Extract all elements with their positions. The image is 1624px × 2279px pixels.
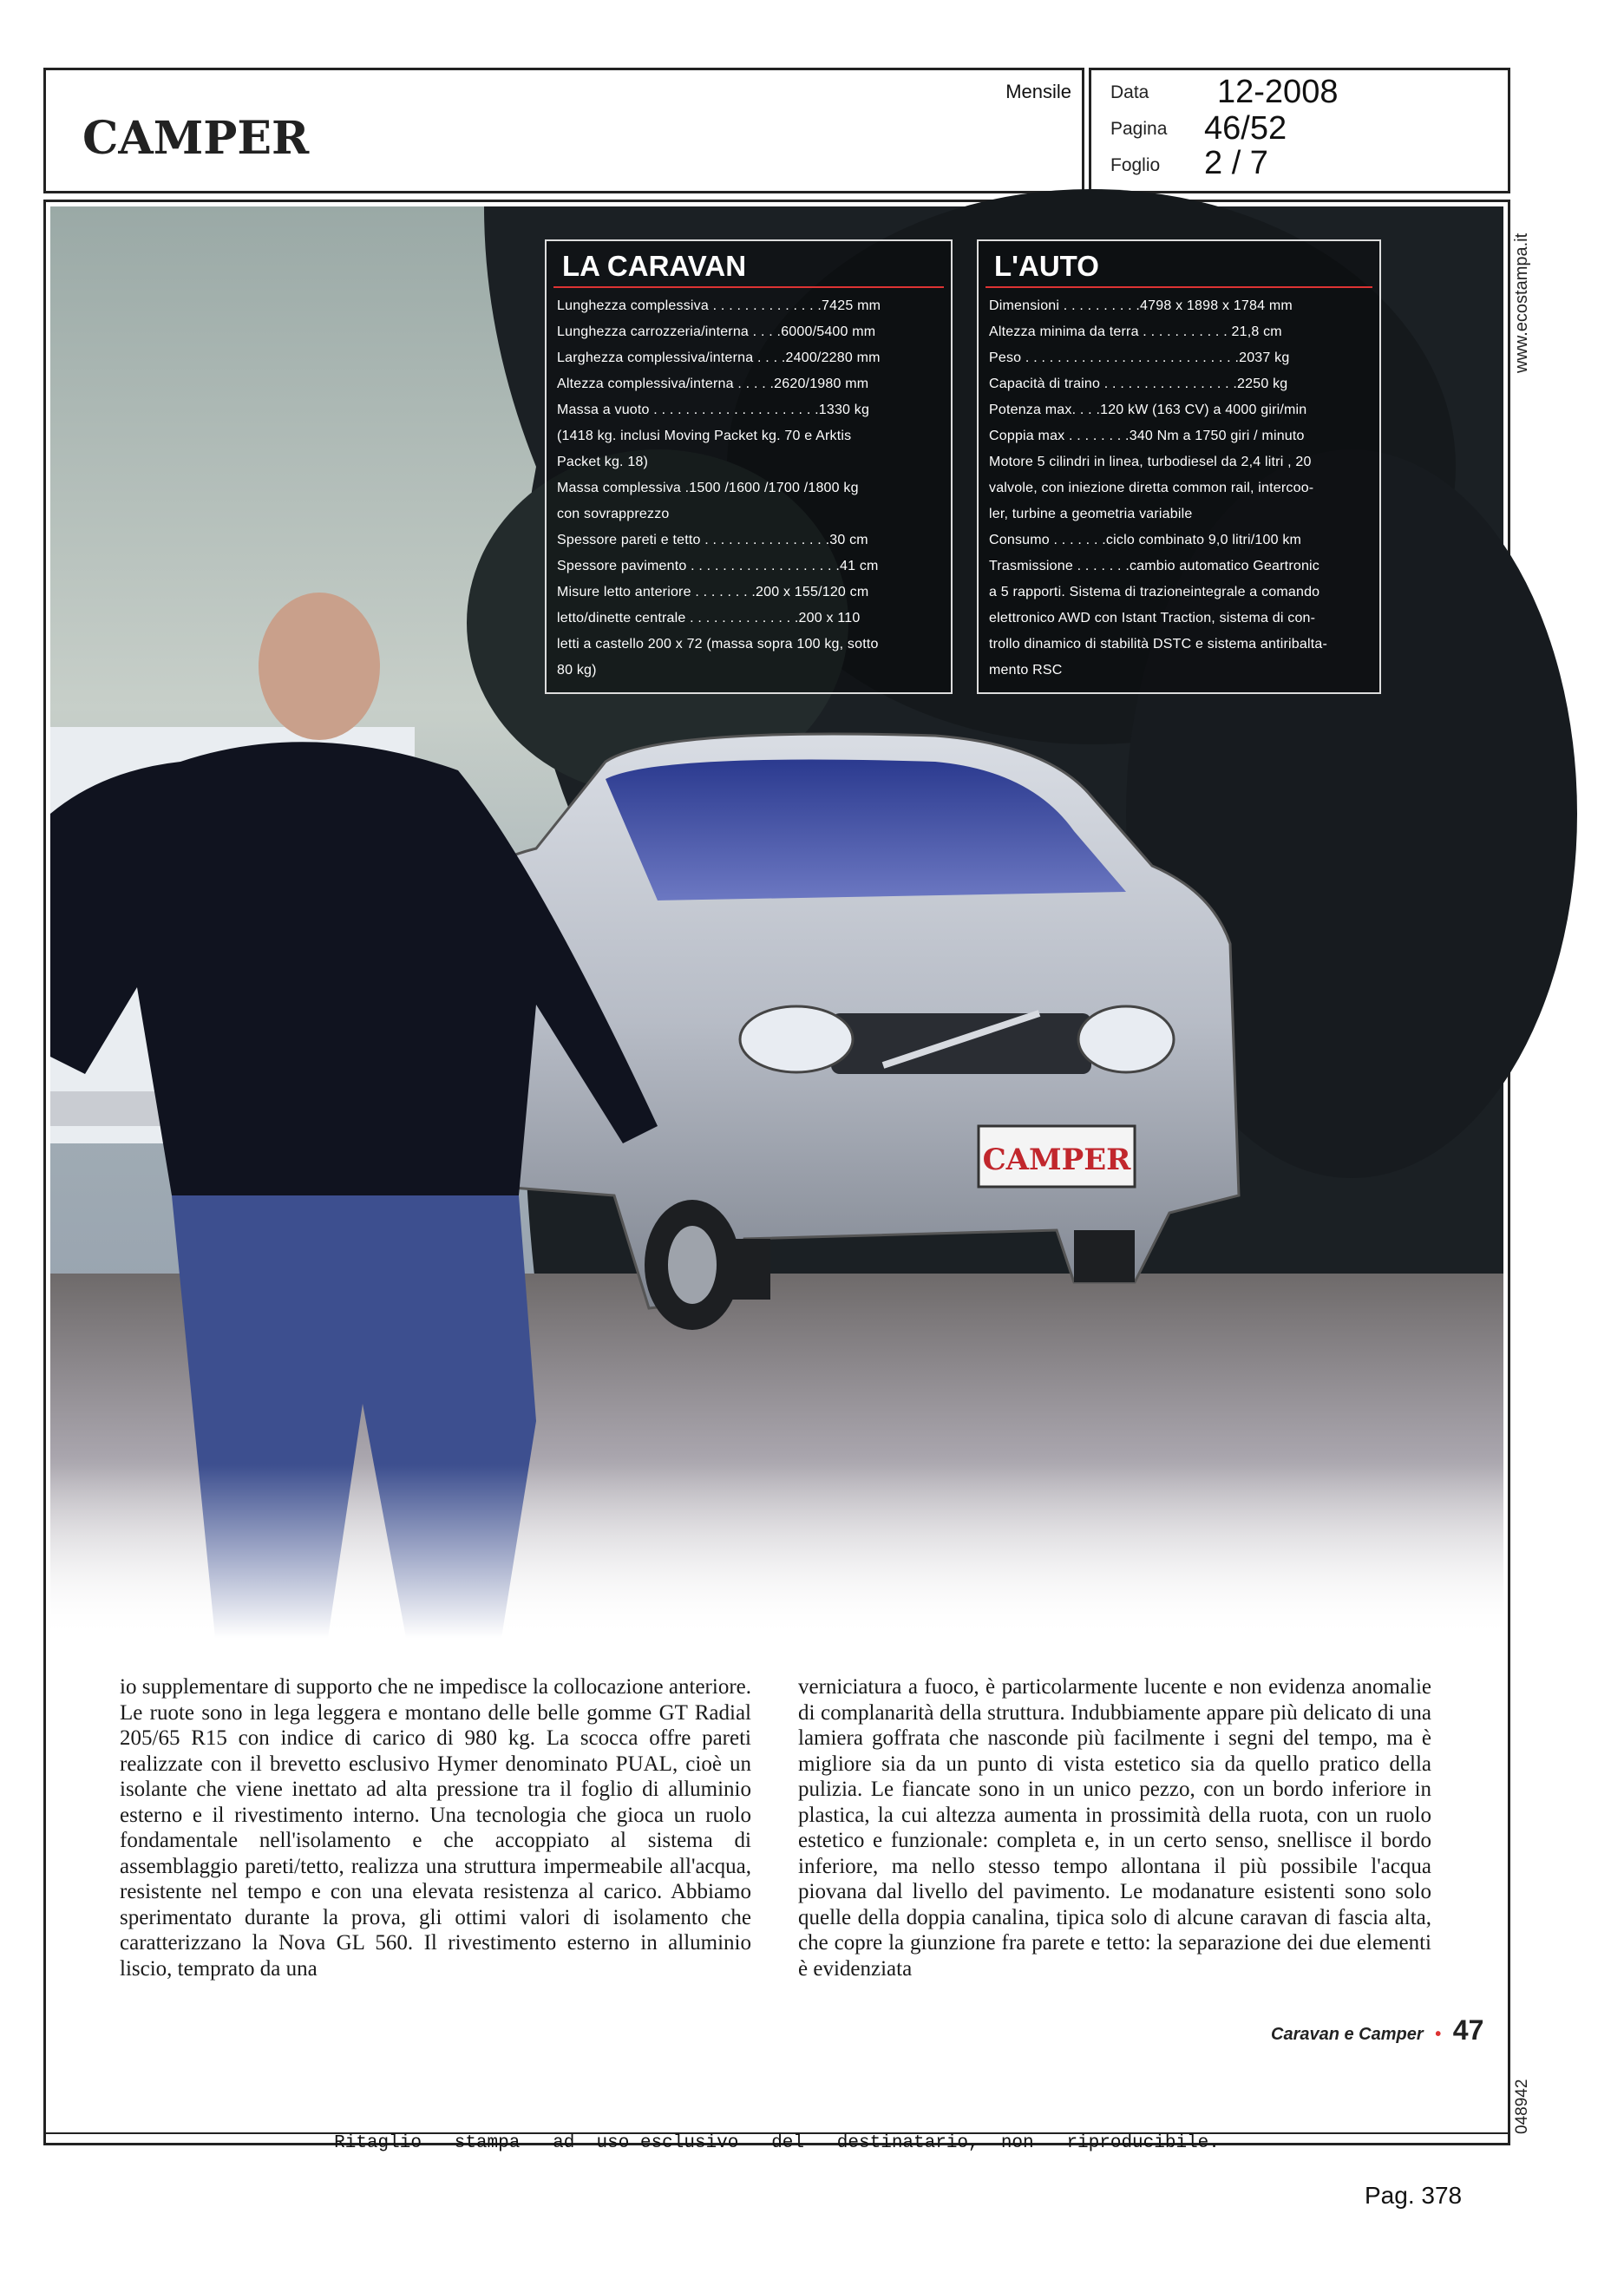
auto-spec-line: Coppia max . . . . . . . .340 Nm a 1750 giri / minuto [989,429,1305,443]
caravan-spec-line: Altezza complessiva/interna . . . . .2620/1980 mm [557,377,869,391]
auto-spec-line: a 5 rapporti. Sistema di trazioneintegrale a comando [989,585,1320,599]
magazine-page-footer [1271,2014,1483,2047]
caravan-spec-line: Larghezza complessiva/interna . . . .2400/2280 mm [557,350,881,365]
frequency-label: Mensile [1005,81,1071,102]
auto-spec-line: mento RSC [989,663,1063,678]
header-left-box [43,68,1084,193]
caravan-spec-line: Massa a vuoto . . . . . . . . . . . . . . . . . . . . .1330 kg [557,403,870,417]
bullet-icon: • [1435,2025,1442,2044]
magazine-page-number: 47 [1452,2014,1484,2046]
logo-text: CAMPER [82,112,310,165]
auto-spec-line: Dimensioni . . . . . . . . . .4798 x 1898 x 1784 mm [989,298,1293,313]
caravan-spec-line: Lunghezza carrozzeria/interna . . . .6000/5400 mm [557,324,876,339]
data-value: 12-2008 [1217,74,1339,110]
caravan-spec-line: con sovrapprezzo [557,507,670,521]
caravan-spec-line: letti a castello 200 x 72 (massa sopra 100 kg, sotto [557,637,879,652]
caravan-spec-title: LA CARAVAN [553,241,944,288]
data-label: Data [1110,82,1149,102]
auto-spec-line: Altezza minima da terra . . . . . . . . . . . 21,8 cm [989,324,1282,339]
pagina-label: Pagina [1110,119,1168,139]
caravan-spec-line: Spessore pavimento . . . . . . . . . . . . . . . . . . .41 cm [557,559,879,573]
auto-spec-line: Potenza max. . . .120 kW (163 CV) a 4000 giri/min [989,403,1307,417]
article-column-2: verniciatura a fuoco, è particolarmente lucente e non evidenza anomalie di complanarità della struttura. Indubbiamente appare più delicato di una lamiera goffrata che nasconde più facilmente i segni del tempo, ma è migliore sia da un punto di vista estetico sia da quello pratico della pulizia. Le fiancate sono in un unico pezzo, con un bordo inferiore in plastica, la cui altezza aumenta in prossimità della ruota, con un ruolo estetico e funzionale: completa e, in un certo senso, snellisce il bordo inferiore, ma nello stesso tempo allontana il più possibile l'acqua piovana dal livello del pavimento. Le modanature esistenti sono solo quelle della doppia canalina, tipica solo di alcune caravan di fascia alta, che copre la giunzione fra parete e tetto: la separazione dei due elementi è evidenziata [798,1675,1431,1981]
side-code [1508,2065,1542,2151]
auto-spec-line: Trasmissione . . . . . . .cambio automatico Geartronic [989,559,1320,573]
caravan-spec-line: (1418 kg. inclusi Moving Packet kg. 70 e Arktis [557,429,852,443]
auto-spec-line: Capacità di traino . . . . . . . . . . . . . . . . .2250 kg [989,377,1288,391]
plate-text: CAMPER [982,1143,1131,1177]
magazine-name: Caravan e Camper [1271,2025,1424,2044]
caravan-spec-line: Spessore pareti e tetto . . . . . . . . . . . . . . . .30 cm [557,533,868,547]
auto-spec-box [977,239,1381,694]
foglio-value: 2 / 7 [1204,145,1268,181]
page-label: Pag. 378 [1365,2182,1463,2209]
auto-spec-line: Peso . . . . . . . . . . . . . . . . . . . . . . . . . . .2037 kg [989,350,1290,365]
caravan-spec-line: Massa complessiva .1500 /1600 /1700 /1800 kg [557,481,859,495]
header-meta-box [1089,68,1510,193]
auto-spec-line: Motore 5 cilindri in linea, turbodiesel da 2,4 litri , 20 [989,455,1312,469]
auto-spec-line: elettronico AWD con Istant Traction, sistema di con- [989,611,1316,625]
caravan-spec-list [547,288,951,684]
article-column-1: io supplementare di supporto che ne impedisce la collocazione anteriore. Le ruote sono in lega leggera e montano delle belle gomme GT Radial 205/65 R15 con indice di carico di 980 kg. La scocca offre pareti realizzate con il brevetto esclusivo Hymer denominato PUAL, cioè un isolante che viene inettato ad alta pressione tra il foglio di alluminio esterno e il rivestimento interno. Una tecnologia che gioca un ruolo fondamentale nell'isolamento e che accoppiato al sistema di assemblaggio pareti/tetto, realizza una struttura impermeabile all'acqua, resistente nel tempo e con una elevata resistenza al carico. Abbiamo sperimentato durante la prova, gli ottimi valori di isolamento che caratterizzano la Nova GL 560. Il rivestimento esterno in alluminio liscio, temprato da una [120,1675,751,1981]
foglio-label: Foglio [1110,155,1161,175]
auto-spec-title: L'AUTO [986,241,1372,288]
caravan-spec-box [545,239,953,694]
footer-notice: Ritaglio stampa ad uso esclusivo del destinatario, non riproducibile. [334,2133,1220,2153]
auto-spec-line: Consumo . . . . . . .ciclo combinato 9,0 litri/100 km [989,533,1302,547]
auto-spec-list [979,288,1379,684]
side-url-text: www.ecostampa.it [1512,232,1531,373]
caravan-spec-line: letto/dinette centrale . . . . . . . . . . . . . .200 x 110 [557,611,861,625]
auto-spec-line: trollo dinamico di stabilità DSTC e sistema antiribalta- [989,637,1328,652]
camper-logo [81,95,310,173]
caravan-spec-line: 80 kg) [557,663,597,678]
caravan-spec-line: Misure letto anteriore . . . . . . . .200 x 155/120 cm [557,585,869,599]
auto-spec-line: ler, turbine a geometria variabile [989,507,1193,521]
side-code-text: 048942 [1513,2079,1531,2134]
pagina-value: 46/52 [1204,110,1287,147]
caravan-spec-line: Lunghezza complessiva . . . . . . . . . . . . . .7425 mm [557,298,881,313]
caravan-spec-line: Packet kg. 18) [557,455,649,469]
auto-spec-line: valvole, con iniezione diretta common rail, intercoo- [989,481,1314,495]
side-url [1508,200,1542,390]
